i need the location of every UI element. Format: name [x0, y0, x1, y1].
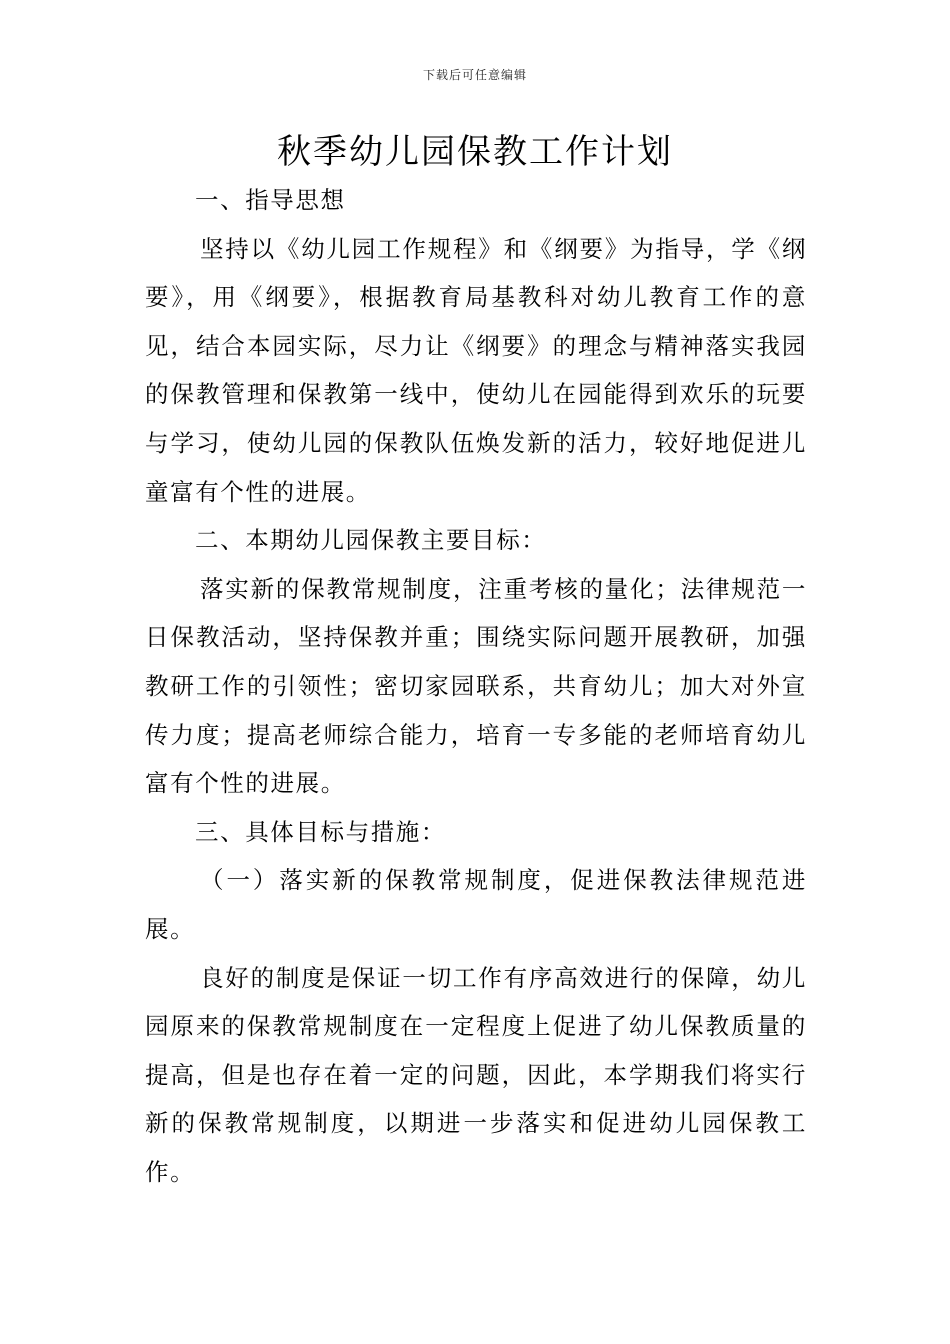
section-heading-main-goals: 二、本期幼儿园保教主要目标： — [195, 526, 547, 555]
document-body — [145, 176, 807, 1196]
subheading-new-routine-system: （一）落实新的保教常规制度，促进保教法律规范进展。 — [145, 866, 807, 943]
section-heading-guiding-ideology: 一、指导思想 — [195, 186, 346, 214]
document-title: 秋季幼儿园保教工作计划 — [277, 132, 673, 172]
paragraph-main-goals: 落实新的保教常规制度，注重考核的量化；法律规范一日保教活动，坚持保教并重；围绕实际问题开展教研，加强教研工作的引领性；密切家园联系，共育幼儿；加大对外宣传力度；提高老师综合能力，培育一专多能的老师培育幼儿富有个性的进展。 — [145, 574, 807, 798]
paragraph-guiding-ideology: 坚持以《幼儿园工作规程》和《纲要》为指导，学《纲要》，用《纲要》，根据教育局基教科对幼儿教育工作的意见，结合本园实际，尽力让《纲要》的理念与精神落实我园的保教管理和保教第一线中，使幼儿在园能得到欢乐的玩要与学习，使幼儿园的保教队伍焕发新的活力，较好地促进儿童富有个性的进展。 — [145, 234, 807, 506]
header-note: 下载后可任意编辑 — [422, 68, 527, 82]
paragraph-new-routine-system: 良好的制度是保证一切工作有序高效进行的保障，幼儿园原来的保教常规制度在一定程度上促进了幼儿保教质量的提高，但是也存在着一定的问题，因此，本学期我们将实行新的保教常规制度，以期进一步落实和促进幼儿园保教工作。 — [145, 963, 807, 1186]
section-heading-specific-measures: 三、具体目标与措施： — [195, 817, 446, 846]
